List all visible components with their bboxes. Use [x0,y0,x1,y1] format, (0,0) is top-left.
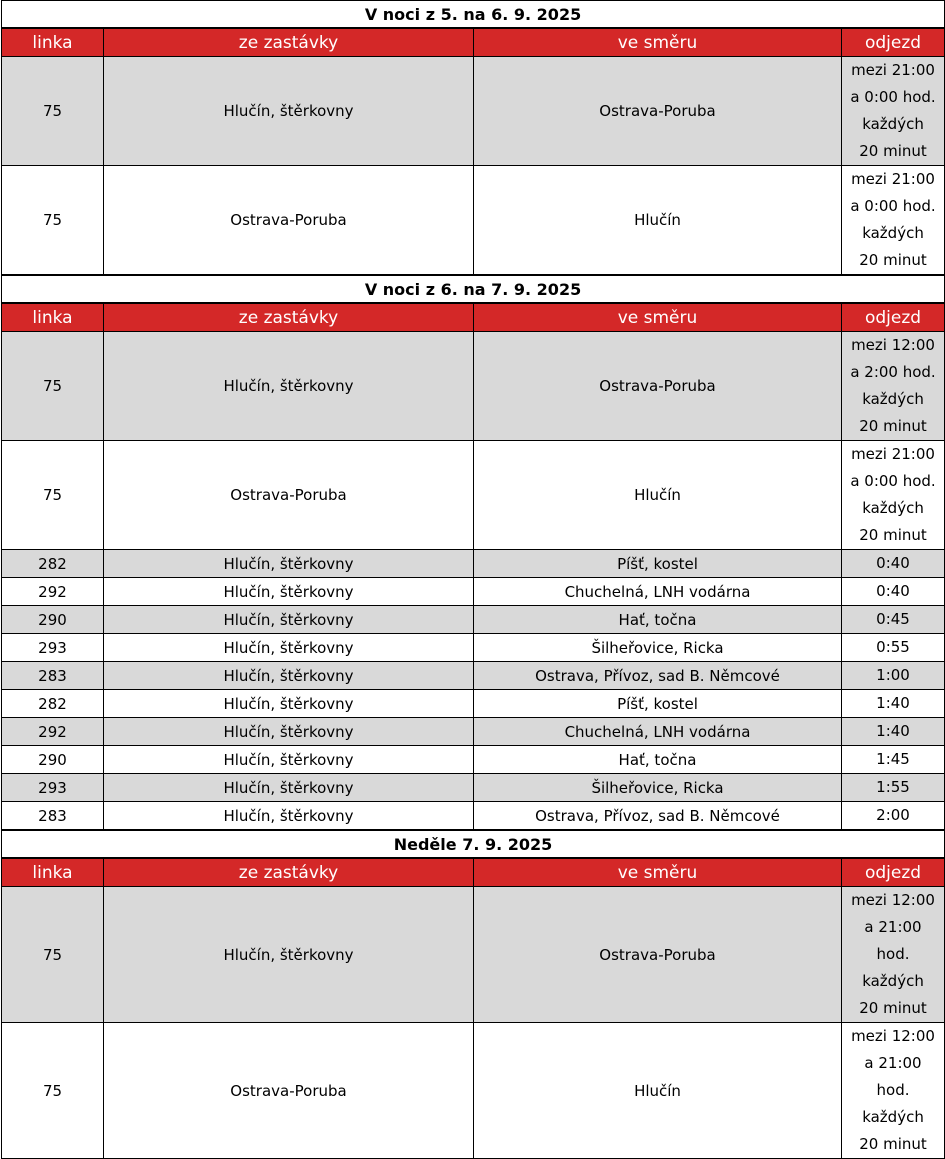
line-number: 293 [2,634,104,662]
direction: Píšť, kostel [474,690,842,718]
table-row [2,57,945,166]
schedule-table [1,0,945,1159]
direction: Píšť, kostel [474,550,842,578]
departure-line: každých [862,1108,924,1126]
from-stop: Hlučín, štěrkovny [104,690,474,718]
section-title-row [2,1,945,29]
header-line: linka [2,28,104,57]
departure-time [842,634,945,662]
column-header-row [2,28,945,57]
departure-time [842,662,945,690]
departure-line: 20 minut [859,142,927,160]
section-title: Neděle 7. 9. 2025 [2,830,945,858]
departure-time [842,774,945,802]
departure-line: 1:45 [876,750,910,768]
from-stop: Hlučín, štěrkovny [104,718,474,746]
line-number: 290 [2,746,104,774]
departure-time [842,690,945,718]
section-title: V noci z 5. na 6. 9. 2025 [2,1,945,29]
from-stop: Hlučín, štěrkovny [104,332,474,441]
table-row [2,606,945,634]
departure-time [842,166,945,276]
departure-time [842,802,945,831]
direction: Hať, točna [474,606,842,634]
from-stop: Ostrava-Poruba [104,441,474,550]
departure-line: a 0:00 hod. [850,197,936,215]
column-header-row [2,303,945,332]
table-row [2,690,945,718]
departure-line: a 0:00 hod. [850,472,936,490]
from-stop: Hlučín, štěrkovny [104,662,474,690]
direction: Šilheřovice, Ricka [474,634,842,662]
line-number: 75 [2,1023,104,1159]
line-number: 282 [2,550,104,578]
direction: Hlučín [474,441,842,550]
direction: Ostrava-Poruba [474,332,842,441]
departure-line: každých [862,390,924,408]
table-row [2,746,945,774]
departure-line: mezi 21:00 [851,445,935,463]
line-number: 283 [2,802,104,831]
line-number: 292 [2,578,104,606]
line-number: 75 [2,332,104,441]
direction: Chuchelná, LNH vodárna [474,578,842,606]
header-direction: ve směru [474,28,842,57]
direction: Ostrava-Poruba [474,887,842,1023]
header-departure: odjezd [842,28,945,57]
section-title-row [2,830,945,858]
from-stop: Hlučín, štěrkovny [104,578,474,606]
line-number: 75 [2,57,104,166]
header-from-stop: ze zastávky [104,303,474,332]
direction: Chuchelná, LNH vodárna [474,718,842,746]
table-row [2,166,945,276]
departure-line: každých [862,499,924,517]
direction: Hlučín [474,1023,842,1159]
departure-line: a 21:00 [864,918,922,936]
from-stop: Hlučín, štěrkovny [104,606,474,634]
header-departure: odjezd [842,858,945,887]
from-stop: Hlučín, štěrkovny [104,887,474,1023]
direction: Ostrava-Poruba [474,57,842,166]
departure-line: 20 minut [859,1135,927,1153]
departure-time [842,57,945,166]
departure-line: mezi 12:00 [851,336,935,354]
table-row [2,662,945,690]
departure-line: každých [862,224,924,242]
direction: Hať, točna [474,746,842,774]
section-title: V noci z 6. na 7. 9. 2025 [2,275,945,303]
table-row [2,887,945,1023]
direction: Ostrava, Přívoz, sad B. Němcové [474,662,842,690]
line-number: 283 [2,662,104,690]
departure-time [842,606,945,634]
header-line: linka [2,303,104,332]
departure-time [842,718,945,746]
departure-line: každých [862,972,924,990]
table-row [2,802,945,831]
departure-line: a 0:00 hod. [850,88,936,106]
line-number: 293 [2,774,104,802]
from-stop: Hlučín, štěrkovny [104,550,474,578]
table-row [2,441,945,550]
table-row [2,578,945,606]
departure-line: 0:55 [876,638,910,656]
from-stop: Ostrava-Poruba [104,1023,474,1159]
table-row [2,550,945,578]
direction: Ostrava, Přívoz, sad B. Němcové [474,802,842,831]
from-stop: Hlučín, štěrkovny [104,746,474,774]
departure-line: 20 minut [859,999,927,1017]
line-number: 75 [2,887,104,1023]
departure-line: hod. [876,945,910,963]
departure-line: a 21:00 [864,1054,922,1072]
line-number: 75 [2,441,104,550]
column-header-row [2,858,945,887]
header-departure: odjezd [842,303,945,332]
table-row [2,774,945,802]
header-from-stop: ze zastávky [104,28,474,57]
header-direction: ve směru [474,303,842,332]
header-direction: ve směru [474,858,842,887]
header-from-stop: ze zastávky [104,858,474,887]
departure-line: 0:40 [876,554,910,572]
direction: Šilheřovice, Ricka [474,774,842,802]
departure-time [842,887,945,1023]
departure-line: mezi 12:00 [851,1027,935,1045]
departure-time [842,332,945,441]
departure-time [842,578,945,606]
departure-time [842,1023,945,1159]
departure-line: 2:00 [876,806,910,824]
departure-line: 1:00 [876,666,910,684]
departure-line: 1:40 [876,694,910,712]
departure-line: 1:55 [876,778,910,796]
departure-line: každých [862,115,924,133]
departure-line: a 2:00 hod. [850,363,936,381]
departure-line: mezi 21:00 [851,61,935,79]
table-row [2,1023,945,1159]
from-stop: Hlučín, štěrkovny [104,634,474,662]
table-row [2,718,945,746]
section-title-row [2,275,945,303]
departure-line: hod. [876,1081,910,1099]
line-number: 292 [2,718,104,746]
departure-line: 0:45 [876,610,910,628]
line-number: 290 [2,606,104,634]
departure-line: 20 minut [859,526,927,544]
header-line: linka [2,858,104,887]
from-stop: Ostrava-Poruba [104,166,474,276]
table-row [2,332,945,441]
direction: Hlučín [474,166,842,276]
line-number: 75 [2,166,104,276]
departure-time [842,746,945,774]
departure-line: 20 minut [859,251,927,269]
line-number: 282 [2,690,104,718]
from-stop: Hlučín, štěrkovny [104,57,474,166]
departure-line: mezi 21:00 [851,170,935,188]
departure-line: 20 minut [859,417,927,435]
departure-line: 0:40 [876,582,910,600]
departure-time [842,441,945,550]
from-stop: Hlučín, štěrkovny [104,802,474,831]
departure-line: mezi 12:00 [851,891,935,909]
departure-line: 1:40 [876,722,910,740]
departure-time [842,550,945,578]
from-stop: Hlučín, štěrkovny [104,774,474,802]
table-row [2,634,945,662]
